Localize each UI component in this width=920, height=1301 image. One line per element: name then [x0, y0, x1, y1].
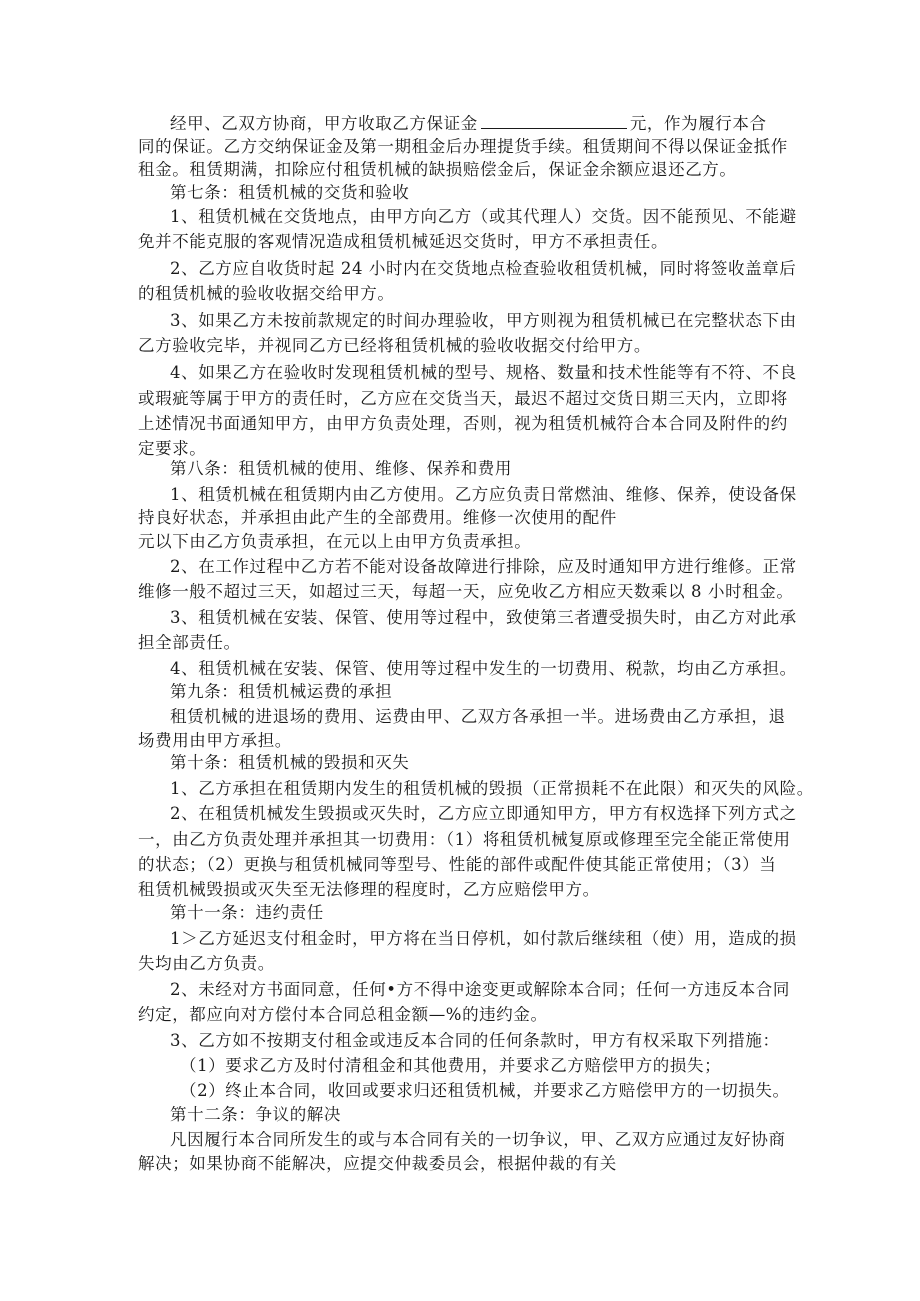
- text-line: 定要求。: [138, 439, 207, 458]
- deposit-amount-blank: [481, 114, 627, 129]
- text-line: 解决；如果协商不能解决，应提交仲裁委员会，根据仲裁的有关: [138, 1154, 617, 1173]
- text-line: 同的保证。乙方交纳保证金及第一期租金后办理提货手续。租赁期间不得以保证金抵作: [138, 137, 788, 156]
- text-line: 或瑕疵等属于甲方的责任时，乙方应在交货当天，最迟不超过交货日期三天内，立即将: [138, 389, 788, 408]
- text-line: 乙方验收完毕，并视同乙方已经将租赁机械的验收收据交付给甲方。: [138, 336, 651, 355]
- text-line: 的租赁机械的验收收据交给甲方。: [138, 284, 395, 303]
- text-line: 租赁机械毁损或灭失至无法修理的程度时，乙方应赔偿甲方。: [138, 880, 600, 899]
- section-heading-article-9: 第九条：租赁机械运费的承担: [170, 682, 393, 701]
- text-line: 4、租赁机械在安装、保管、使用等过程中发生的一切费用、税款，均由乙方承担。: [170, 659, 797, 678]
- text-line: 担全部责任。: [138, 633, 241, 652]
- text-line: （2）终止本合同，收回或要求归还租赁机械，并要求乙方赔偿甲方的一切损失。: [180, 1081, 790, 1100]
- text-line: 2、未经对方书面同意，任何•方不得中途变更或解除本合同；任何一方违反本合同: [170, 980, 790, 999]
- text-line: 1、乙方承担在租赁期内发生的租赁机械的毁损（正常损耗不在此限）和灭失的风险。: [170, 779, 814, 798]
- text-line: 1、租赁机械在交货地点，由甲方向乙方（或其代理人）交货。因不能预见、不能避: [170, 207, 797, 226]
- text-line: 一，由乙方负责处理并承担其一切费用：（1）将租赁机械复原或修理至完全能正常使用: [138, 830, 791, 849]
- text-line: 元以下由乙方负责承担，在元以上由甲方负责承担。: [138, 532, 532, 551]
- text-line: 场费用由甲方承担。: [138, 731, 292, 750]
- text-line: 3、如果乙方未按前款规定的时间办理验收，甲方则视为租赁机械已在完整状态下由: [170, 311, 797, 330]
- text-line: 凡因履行本合同所发生的或与本合同有关的一切争议，甲、乙双方应通过友好协商: [170, 1130, 786, 1149]
- text-line: 约定，都应向对方偿付本合同总租金额—%的违约金。: [138, 1005, 548, 1024]
- text-line: 免并不能克服的客观情况造成租赁机械延迟交货时，甲方不承担责任。: [138, 232, 669, 251]
- section-heading-article-10: 第十条：租赁机械的毁损和灭失: [170, 753, 410, 772]
- text-line: 失均由乙方负责。: [138, 954, 275, 973]
- text-line: 的状态；（2）更换与租赁机械同等型号、性能的部件或配件使其能正常使用；（3）当: [138, 855, 777, 874]
- paragraph-deposit-line-1: [170, 114, 767, 134]
- text-line: 4、如果乙方在验收时发现租赁机械的型号、规格、数量和技术性能等有不符、不良: [170, 363, 797, 382]
- text-line: 维修一般不超过三天，如超过三天，每超一天，应免收乙方相应天数乘以 8 小时租金。: [138, 582, 794, 601]
- text-deposit-start: 经甲、乙双方协商，甲方收取乙方保证金: [170, 114, 478, 133]
- text-line: （1）要求乙方及时付清租金和其他费用，并要求乙方赔偿甲方的损失；: [180, 1056, 722, 1075]
- text-line: 2、在租赁机械发生毁损或灭失时，乙方应立即通知甲方，甲方有权选择下列方式之: [170, 804, 797, 823]
- section-heading-article-7: 第七条：租赁机械的交货和验收: [170, 183, 410, 202]
- text-line: 3、租赁机械在安装、保管、使用等过程中，致使第三者遭受损失时，由乙方对此承: [170, 608, 797, 627]
- text-line: 1＞乙方延迟支付租金时，甲方将在当日停机，如付款后继续租（使）用，造成的损: [170, 929, 797, 948]
- text-deposit-end: 元，作为履行本合: [629, 114, 767, 133]
- text-line: 2、在工作过程中乙方若不能对设备故障进行排除，应及时通知甲方进行维修。正常: [170, 557, 797, 576]
- section-heading-article-12: 第十二条：争议的解决: [170, 1105, 341, 1124]
- text-line: 2、乙方应自收货时起 24 小时内在交货地点检查验收租赁机械，同时将签收盖章后: [170, 259, 797, 278]
- text-line: 1、租赁机械在租赁期内由乙方使用。乙方应负责日常燃油、维修、保养，使设备保: [170, 485, 797, 504]
- text-line: 上述情况书面通知甲方，由甲方负责处理，否则，视为租赁机械符合本合同及附件的约: [138, 414, 788, 433]
- section-heading-article-8: 第八条：租赁机械的使用、维修、保养和费用: [170, 459, 512, 478]
- section-heading-article-11: 第十一条：违约责任: [170, 903, 324, 922]
- text-line: 租赁机械的进退场的费用、运费由甲、乙双方各承担一半。进场费由乙方承担，退: [170, 707, 786, 726]
- text-line: 租金。租赁期满，扣除应付租赁机械的缺损赔偿金后，保证金余额应退还乙方。: [138, 160, 737, 179]
- text-line: 持良好状态，并承担由此产生的全部费用。维修一次使用的配件: [138, 508, 617, 527]
- text-line: 3、乙方如不按期支付租金或违反本合同的任何条款时，甲方有权采取下列措施：: [170, 1031, 780, 1050]
